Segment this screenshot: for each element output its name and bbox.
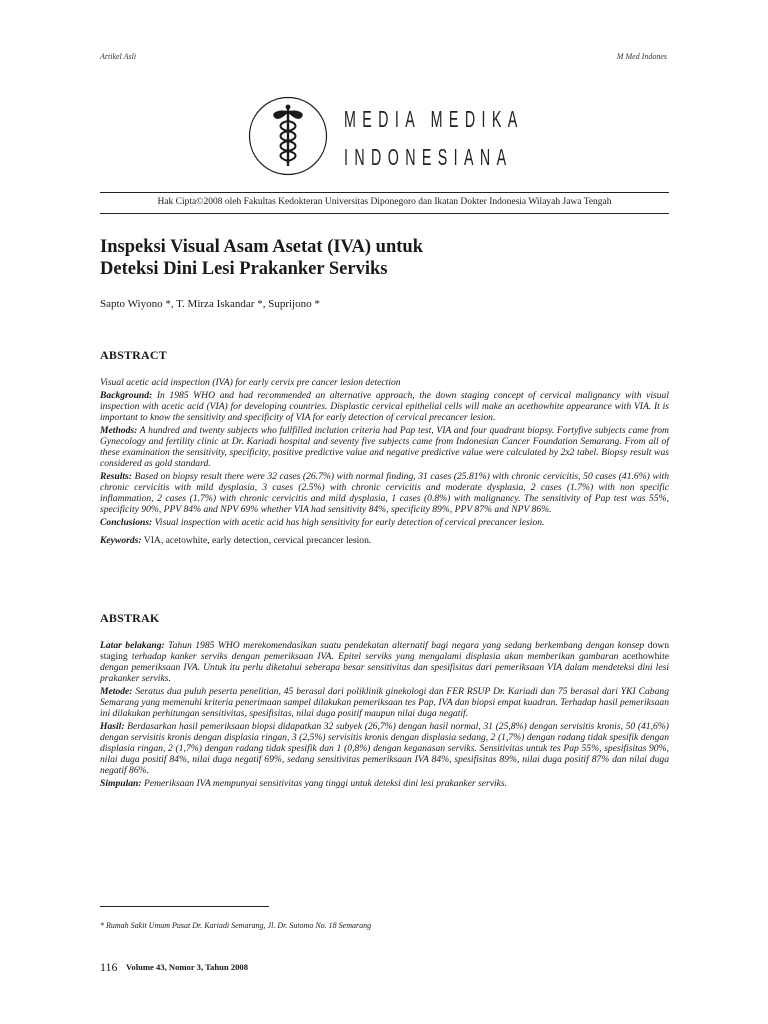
conclusions-label: Conclusions: (100, 517, 153, 529)
abstrak-heading: ABSTRAK (100, 611, 160, 625)
copyright-notice: Hak Cipta©2008 oleh Fakultas Kedokteran Universitas Diponegoro dan Ikatan Dokter Indonesia Wilayah Jawa Tengah (157, 197, 612, 207)
simpulan-label: Simpulan: (100, 777, 142, 789)
volume-info: Volume 43, Nomor 3, Tahun 2008 (126, 962, 249, 972)
abstract-background: Background: In 1985 WHO and had recommended an alternative approach, the down staging concept of cervical malignancy with visual inspection with acetic acid (VIA) for developing countries. Displastic cervical epithelial cells will make an acethowhite appearance with VIA. It is important to know the sensitivity and specificity of VIA for early detection of cervical precancer lesion. (100, 390, 669, 424)
article-title-line-2: Deteksi Dini Lesi Prakanker Serviks (100, 259, 388, 279)
copyright-rule-top (100, 192, 669, 193)
abstract-conclusions: Conclusions: Visual inspection with acetic acid has high sensitivity for early detection of cervical precancer lesion. (100, 517, 545, 529)
background-label: Background: (100, 390, 153, 402)
abstract-keywords: Keywords: VIA, acetowhite, early detection, cervical precancer lesion. (100, 534, 372, 546)
methods-label: Methods: (100, 425, 138, 437)
journal-name-line-2: INDONESIANA (344, 144, 513, 170)
abstrak-simpulan: Simpulan: Pemeriksaan IVA mempunyai sensitivitas yang tinggi untuk deteksi dini lesi prakanker serviks. (100, 777, 508, 789)
running-header-left: Artikel Asli (100, 52, 137, 61)
hasil-label: Hasil: (100, 720, 125, 732)
keywords-label: Keywords: (100, 534, 142, 546)
abstract-heading: ABSTRACT (100, 348, 167, 362)
page-number: 116 (100, 960, 118, 974)
author-list: Sapto Wiyono *, T. Mirza Iskandar *, Suprijono * (100, 298, 320, 310)
metode-label: Metode: (100, 685, 133, 697)
running-header-right: M Med Indones (616, 52, 667, 61)
article-title-line-1: Inspeksi Visual Asam Asetat (IVA) untuk (100, 237, 423, 257)
abstract-results: Results: Based on biopsy result there were 32 cases (26.7%) with normal finding, 31 cases (25.81%) with chronic cervicitis, 50 cases (41.6%) with chronic cervicitis with mild dysplasia, 3 cases (2.5%) with chronic cervicitis and moderate dysplasia, 2 cases (1.7%) with non specific inflammation, 2 cases (1.7%) with chronic cervicitis and mild dysplasia, 1 cases (0.8%) with malignancy. The sensitivity of Pap test was 55%, specificity 90%, PPV 84% and NPV 69% whether VIA had sensitivity 84%, specificity 89%, PPV 87% and NPV 86%. (100, 471, 669, 515)
abstrak-metode: Metode: Seratus dua puluh peserta penelitian, 45 berasal dari poliklinik ginekologi dan FER RSUP Dr. Kariadi dan 75 berasal dari YKI Cabang Semarang yang memenuhi kriteria penerimaan sampel dilakukan pemeriksaan tes Pap, IVA dan biopsi empat kuadran. Terhadap hasil pemeriksaan ini dilakukan perhitungan sensitivitas, spesifisitas, nilai duga positif maupun nilai duga negatif. (100, 685, 669, 719)
abstract-subtitle: Visual acetic acid inspection (IVA) for early cervix pre cancer lesion detection (100, 377, 401, 388)
footnote: * Rumah Sakit Umum Pusat Dr. Kariadi Semarang, Jl. Dr. Sutomo No. 18 Semarang (100, 921, 372, 930)
journal-name-line-1: MEDIA MEDIKA (344, 106, 524, 132)
results-label: Results: (100, 471, 132, 483)
abstract-body (100, 378, 669, 549)
abstrak-body (100, 641, 669, 792)
latar-label: Latar belakang: (100, 640, 165, 651)
caduceus-icon (248, 96, 328, 176)
abstrak-hasil: Hasil: Berdasarkan hasil pemeriksaan biopsi didapatkan 32 subyek (26,7%) dengan hasil normal, 31 (25,8%) dengan servisitis kronis, 50 (41,6%) dengan servisitis kronis dengan displasia ringan, 3 (2,5%) servisitis kronis dengan displasia sedang, 2 (1,7%) dengan radang tidak spesifik dengan displasia ringan, 2 (1,7%) dengan radang tidak spesifik dan 1 (0,8%) dengan keganasan serviks. Sensitivitas untuk tes Pap 55%, spesifisitas 90%, nilai duga positif 84%, nilai duga negatif 69%, sedang sensitivitas pemeriksaan IVA 84%, spesifisitas 89%, nilai duga positif 87% dan nilai duga negatif 86%. (100, 720, 669, 776)
abstrak-latar: Latar belakang: Tahun 1985 WHO merekomendasikan suatu pendekatan alternatif bagi negara yang sedang berkembang dengan konsep down staging terhadap kanker serviks dengan pemeriksaan IVA. Epitel serviks yang mengalami displasia akan memberikan gambaran acethowhite dengan pemeriksaan IVA. Untuk itu perlu diketahui seberapa besar sensitivitas dan spesifisitas dari pemeriksaan VIA dalam mendeteksi dini lesi prakanker serviks. (100, 640, 669, 684)
abstract-methods: Methods: A hundred and twenty subjects who fullfilled inclution criteria had Pap test, VIA and four quadrant biopsy. Fortyfive subjects came from Gynecology and fertility clinic at Dr. Kariadi hospital and seventy five subjects came from Indonesian Cancer Foundation Semarang. From all of these examination the sensitivity, specificity, positive predictive value and negative predictive value were calculated by 2x2 tabel. Biopsy result was considered as gold standard. (100, 425, 669, 469)
copyright-rule-bottom (100, 213, 669, 214)
footnote-rule (100, 906, 269, 907)
